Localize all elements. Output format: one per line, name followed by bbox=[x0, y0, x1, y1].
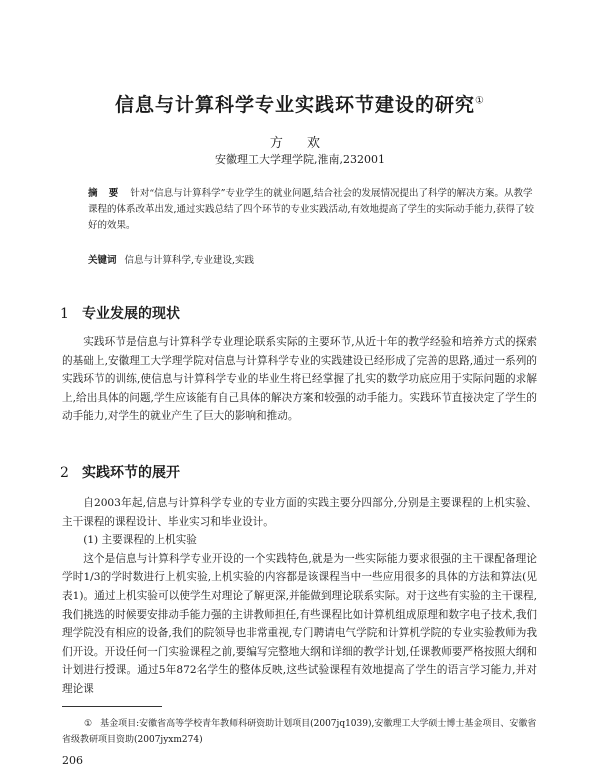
paragraph: 自2003年起,信息与计算科学专业的专业方面的实践主要分四部分,分别是主要课程的上机实验、主干课程的课程设计、毕业实习和毕业设计。 bbox=[62, 497, 537, 528]
section-heading-1 bbox=[60, 303, 180, 323]
section-2-body bbox=[62, 494, 537, 699]
paragraph: 实践环节是信息与计算科学专业理论联系实际的主要环节,从近十年的教学经验和培养方式的探索的基础上,安徽理工大学理学院对信息与计算科学专业的实践建设已经形成了完善的思路,通过一系列的实践环节的训练,使信息与计算科学专业的毕业生将已经掌握了扎实的数学功底应用于实际问题的求解上,给出具体的问题,学生应该能有自己具体的解决方案和较强的动手能力。实践环节直接决定了学生的动手能力,对学生的就业产生了巨大的影响和推动。 bbox=[62, 336, 537, 423]
abstract-block bbox=[88, 186, 536, 234]
footnote-divider bbox=[62, 706, 162, 707]
author-name: 方 欢 bbox=[269, 136, 331, 151]
abstract-text: 针对“信息与计算科学”专业学生的就业问题,结合社会的发展情况提出了科学的解决方案。从教学课程的体系改革出发,通过实践总结了四个环节的专业实践活动,有效地提高了学生的实际动手能力,获得了较好的效果。 bbox=[88, 188, 535, 231]
paper-title bbox=[0, 90, 600, 117]
page-number: 206 bbox=[62, 754, 83, 767]
keywords-text: 信息与计算科学,专业建设,实践 bbox=[124, 255, 255, 266]
abstract-label: 摘 要 bbox=[88, 188, 123, 199]
section-title: 专业发展的现状 bbox=[82, 306, 180, 322]
section-heading-2 bbox=[60, 462, 180, 482]
keywords-label: 关键词 bbox=[88, 255, 117, 266]
title-footnote-mark: ① bbox=[475, 95, 485, 107]
subheading: (1) 主要课程的上机实验 bbox=[83, 534, 197, 547]
section-title: 实践环节的展开 bbox=[82, 465, 180, 481]
author-affiliation: 安徽理工大学理学院,淮南,232001 bbox=[215, 153, 385, 166]
footnote-mark: ① bbox=[84, 719, 93, 729]
section-number: 1 bbox=[60, 306, 69, 322]
section-number: 2 bbox=[60, 465, 69, 481]
footnote-text: 基金项目:安徽省高等学校青年教师科研资助计划项目(2007jq1039),安徽理工大学硕士博士基金项目、安徽省省级教研项目资助(2007jyxm274) bbox=[62, 719, 537, 745]
footnote bbox=[62, 716, 537, 748]
section-1-body bbox=[62, 333, 537, 426]
keywords-block bbox=[88, 252, 536, 266]
paragraph: 这个是信息与计算科学专业开设的一个实践特色,就是为一些实际能力要求很强的主干课配备理论学时1/3的学时数进行上机实验,上机实验的内容都是该课程当中一些应用很多的具体的方法和算法(见表1)。通过上机实验可以使学生对理论了解更深,并能做到理论联系实际。对于这些有实验的主干课程,我们挑选的时候要安排动手能力强的主讲教师担任,有些课程比如计算机组成原理和数字电子技术,我们理学院没有相应的设备,我们的院领导也非常重视,专门聘请电气学院和计算机学院的专业实验教师为我们开设。开设任何一门实验课程之前,要编写完整地大纲和详细的教学计划,任课教师要严格按照大纲和计划进行授课。通过5年872名学生的整体反映,这些试验课程有效地提高了学生的语言学习能力,并对理论课 bbox=[62, 552, 537, 695]
title-text: 信息与计算科学专业实践环节建设的研究 bbox=[115, 94, 476, 116]
